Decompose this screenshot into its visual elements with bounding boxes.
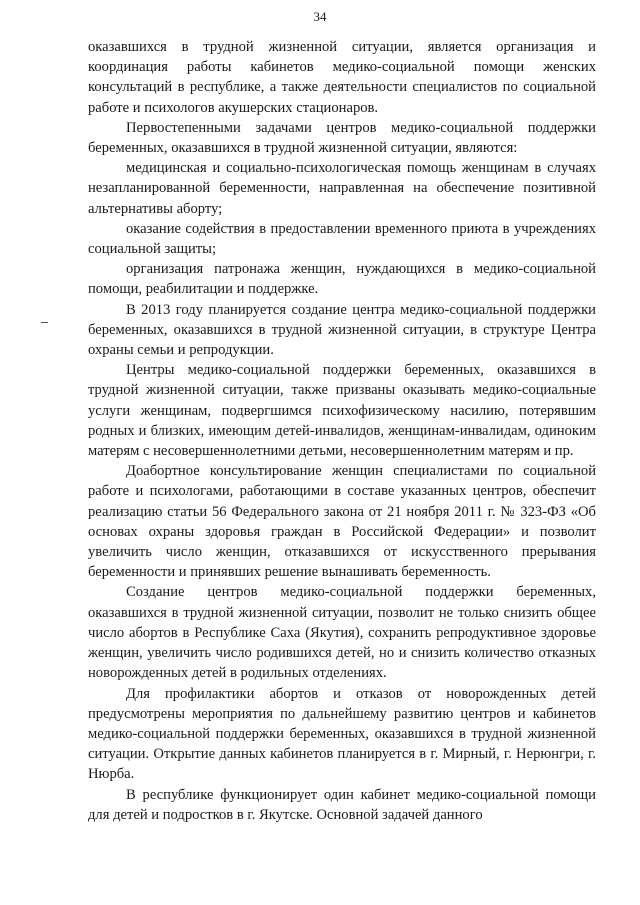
paragraph-6: В 2013 году планируется создание центра медико-социальной поддержки беременных, оказавшихся в трудной жизненной ситуации, в структуре Центра охраны семьи и репродукции. — [88, 301, 596, 359]
paragraph-10: Для профилактики абортов и отказов от новорожденных детей предусмотрены мероприятия по дальнейшему развитию центров и кабинетов медико-социальной поддержки беременных, оказавшихся в трудной жизненной ситуации. Открытие данных кабинетов планируется в г. Мирный, г. Нерюнгри, г. Нюрба. — [88, 685, 596, 783]
paragraph-9: Создание центров медико-социальной поддержки беременных, оказавшихся в трудной жизненной ситуации, позволит не только снизить общее число абортов в Республике Саха (Якутия), сохранить репродуктивное здоровье женщин, увеличить число родившихся детей, но и снизить количество отказных новорожденных детей в родильных отделениях. — [88, 584, 596, 682]
margin-mark — [41, 322, 48, 323]
paragraph-1: оказавшихся в трудной жизненной ситуации, является организация и координация работы кабинетов медико-социальной помощи женских консультаций в республике, а также деятельности специалистов по социальной работе и психологов акушерских стационаров. — [88, 39, 596, 116]
paragraph-2: Первостепенными задачами центров медико-социальной поддержки беременных, оказавшихся в трудной жизненной ситуации, являются: — [88, 119, 596, 157]
paragraph-3: медицинская и социально-психологическая помощь женщинам в случаях незапланированной беременности, направленная на обеспечение позитивной альтернативы аборту; — [88, 160, 596, 217]
paragraph-11: В республике функционирует один кабинет медико-социальной помощи для детей и подростков в г. Якутске. Основной задачей данного — [88, 786, 596, 823]
paragraph-4: оказание содействия в предоставлении временного приюта в учреждениях социальной защиты; — [88, 220, 596, 258]
paragraph-8: Доабортное консультирование женщин специалистами по социальной работе и психологами, работающими в составе указанных центров, обеспечит реализацию статьи 56 Федерального закона от 21 ноября 2011 г. № 323-ФЗ «Об основах охраны здоровья граждан в Российской Федерации» и позволит увеличить число женщин, отказавшихся от искусственного прерывания беременности и принявших решение вынашивать беременность. — [88, 463, 596, 581]
document-body — [88, 37, 596, 825]
paragraph-5: организация патронажа женщин, нуждающихся в медико-социальной помощи, реабилитации и поддержке. — [88, 261, 596, 298]
page-number: 34 — [313, 9, 327, 24]
paragraph-7: Центры медико-социальной поддержки беременных, оказавшихся в трудной жизненной ситуации, также призваны оказывать медико-социальные услуги женщинам, подвергшимся психофизическому насилию, потерявшим родных и близких, имеющим детей-инвалидов, женщинам-инвалидам, одиноким матерям с несовершеннолетними детьми, несовершеннолетним матерям и пр. — [88, 362, 596, 460]
